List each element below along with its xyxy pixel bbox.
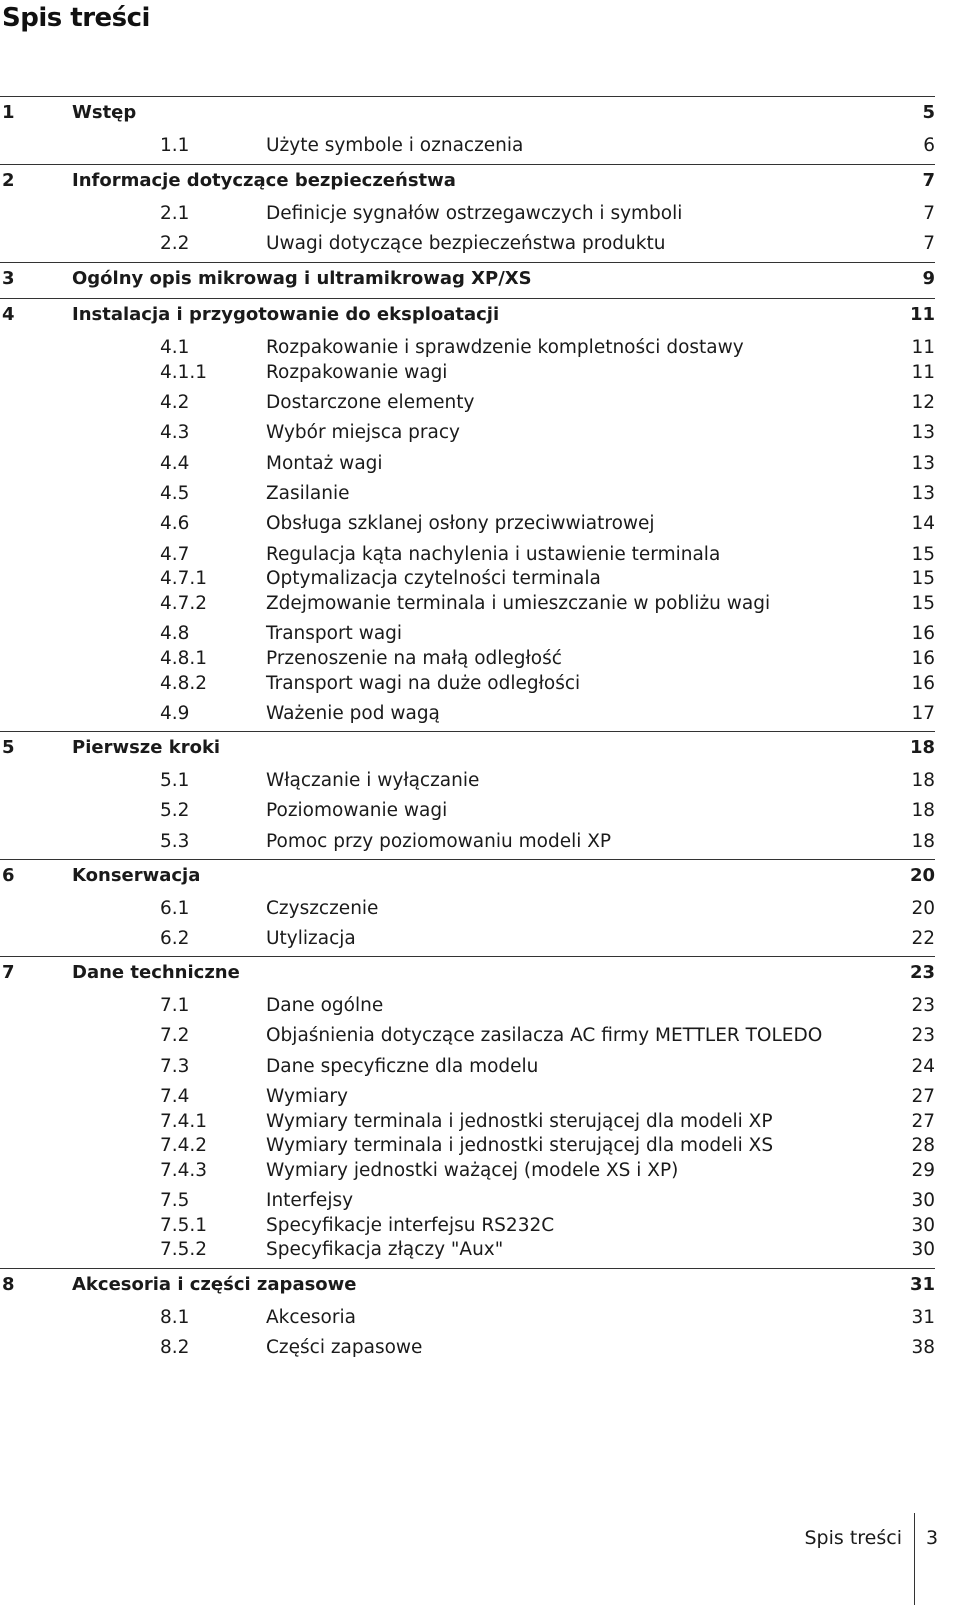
toc-page-number: 11 (911, 337, 935, 358)
toc-title: Poziomowanie wagi (266, 800, 448, 821)
toc-number: 5.2 (160, 800, 190, 821)
toc-number: 7.4.2 (160, 1135, 208, 1156)
toc-page-number: 16 (911, 623, 935, 644)
toc-page-number: 7 (923, 233, 935, 254)
toc-title: Włączanie i wyłączanie (266, 770, 480, 791)
toc-chapter-row[interactable] (0, 303, 935, 327)
toc-number: 4.9 (160, 703, 190, 724)
toc-number: 4.8.1 (160, 648, 208, 669)
toc-number: 5 (2, 737, 15, 758)
toc-title: Pierwsze kroki (72, 737, 221, 758)
toc-number: 2 (2, 170, 15, 191)
toc-number: 6 (2, 865, 15, 886)
toc-page-number: 30 (911, 1239, 935, 1260)
toc-title: Obsługa szklanej osłony przeciwwiatrowej (266, 513, 655, 534)
toc-chapter-row[interactable] (0, 101, 935, 125)
toc-title: Ogólny opis mikrowag i ultramikrowag XP/XS (72, 268, 532, 289)
toc-section-row[interactable] (0, 543, 935, 567)
toc-section-row[interactable] (0, 1055, 935, 1079)
toc-page-number: 18 (911, 831, 935, 852)
toc-title: Pomoc przy poziomowaniu modeli XP (266, 831, 612, 852)
toc-number: 3 (2, 268, 15, 289)
toc-page-number: 30 (911, 1190, 935, 1211)
toc-subsection-row[interactable] (0, 1134, 935, 1158)
toc-section-row[interactable] (0, 830, 935, 854)
chapter-divider (0, 96, 935, 97)
toc-number: 4.2 (160, 392, 190, 413)
toc-section-row[interactable] (0, 232, 935, 256)
toc-section-row[interactable] (0, 421, 935, 445)
toc-number: 2.1 (160, 203, 190, 224)
toc-page-number: 23 (911, 1025, 935, 1046)
chapter-divider (0, 164, 935, 165)
toc-section-row[interactable] (0, 1024, 935, 1048)
toc-title: Czyszczenie (266, 898, 379, 919)
toc-page-number: 29 (911, 1160, 935, 1181)
toc-section-row[interactable] (0, 202, 935, 226)
chapter-divider (0, 1268, 935, 1269)
toc-page-number: 24 (911, 1056, 935, 1077)
toc-number: 8.1 (160, 1307, 190, 1328)
toc-number: 7.5.1 (160, 1215, 208, 1236)
chapter-divider (0, 859, 935, 860)
toc-number: 4.1 (160, 337, 190, 358)
toc-page-number: 31 (909, 1274, 935, 1295)
toc-number: 4.7.1 (160, 568, 208, 589)
toc-number: 6.1 (160, 898, 190, 919)
toc-chapter-row[interactable] (0, 736, 935, 760)
toc-number: 7.4 (160, 1086, 190, 1107)
toc-page-number: 9 (922, 268, 935, 289)
toc-page-number: 17 (911, 703, 935, 724)
footer-section-label: Spis treści (804, 1527, 902, 1549)
toc-page-number: 13 (911, 483, 935, 504)
toc-section-row[interactable] (0, 1306, 935, 1330)
toc-number: 1 (2, 102, 15, 123)
chapter-divider (0, 956, 935, 957)
toc-page-number: 16 (911, 648, 935, 669)
toc-title: Rozpakowanie wagi (266, 362, 448, 383)
toc-title: Regulacja kąta nachylenia i ustawienie terminala (266, 544, 721, 565)
toc-page-number: 18 (909, 737, 935, 758)
toc-title: Uwagi dotyczące bezpieczeństwa produktu (266, 233, 666, 254)
toc-page-number: 38 (911, 1337, 935, 1358)
toc-title: Akcesoria (266, 1307, 356, 1328)
toc-title: Dane ogólne (266, 995, 384, 1016)
toc-title: Dane specyficzne dla modelu (266, 1056, 539, 1077)
toc-title: Akcesoria i części zapasowe (72, 1274, 357, 1295)
toc-title: Definicje sygnałów ostrzegawczych i symboli (266, 203, 683, 224)
toc-section-row[interactable] (0, 336, 935, 360)
toc-section-row[interactable] (0, 897, 935, 921)
toc-number: 7.1 (160, 995, 190, 1016)
toc-number: 7.2 (160, 1025, 190, 1046)
toc-section-row[interactable] (0, 994, 935, 1018)
chapter-divider (0, 298, 935, 299)
toc-page-number: 20 (911, 898, 935, 919)
toc-subsection-row[interactable] (0, 567, 935, 591)
toc-subsection-row[interactable] (0, 647, 935, 671)
chapter-divider (0, 731, 935, 732)
toc-number: 4.1.1 (160, 362, 208, 383)
toc-title: Zdejmowanie terminala i umieszczanie w pobliżu wagi (266, 593, 771, 614)
toc-section-row[interactable] (0, 482, 935, 506)
toc-number: 4.3 (160, 422, 190, 443)
toc-subsection-row[interactable] (0, 1238, 935, 1262)
toc-subsection-row[interactable] (0, 672, 935, 696)
toc-page-number: 18 (911, 800, 935, 821)
toc-page-number: 7 (922, 170, 935, 191)
toc-title: Informacje dotyczące bezpieczeństwa (72, 170, 456, 191)
toc-title: Dostarczone elementy (266, 392, 475, 413)
toc-number: 4.8 (160, 623, 190, 644)
toc-section-row[interactable] (0, 702, 935, 726)
toc-number: 4.8.2 (160, 673, 208, 694)
toc-title: Części zapasowe (266, 1337, 423, 1358)
toc-title: Specyfikacja złączy "Aux" (266, 1239, 504, 1260)
toc-page-number: 15 (911, 593, 935, 614)
toc-section-row[interactable] (0, 622, 935, 646)
toc-subsection-row[interactable] (0, 361, 935, 385)
toc-subsection-row[interactable] (0, 1159, 935, 1183)
toc-number: 5.3 (160, 831, 190, 852)
toc-number: 7.3 (160, 1056, 190, 1077)
toc-number: 2.2 (160, 233, 190, 254)
toc-number: 1.1 (160, 135, 190, 156)
toc-page-number: 13 (911, 422, 935, 443)
toc-number: 4.7.2 (160, 593, 208, 614)
toc-subsection-row[interactable] (0, 1214, 935, 1238)
toc-section-row[interactable] (0, 1336, 935, 1360)
toc-section-row[interactable] (0, 134, 935, 158)
toc-title: Interfejsy (266, 1190, 354, 1211)
toc-number: 4.7 (160, 544, 190, 565)
toc-page-number: 15 (911, 544, 935, 565)
toc-subsection-row[interactable] (0, 592, 935, 616)
toc-section-row[interactable] (0, 1085, 935, 1109)
toc-number: 4 (2, 304, 15, 325)
toc-number: 5.1 (160, 770, 190, 791)
toc-page-number: 12 (911, 392, 935, 413)
toc-title: Transport wagi na duże odległości (266, 673, 581, 694)
toc-title: Ważenie pod wagą (266, 703, 440, 724)
toc-section-row[interactable] (0, 927, 935, 951)
toc-title: Utylizacja (266, 928, 356, 949)
toc-number: 8 (2, 1274, 15, 1295)
toc-chapter-row[interactable] (0, 169, 935, 193)
toc-subsection-row[interactable] (0, 1110, 935, 1134)
toc-title: Montaż wagi (266, 453, 383, 474)
toc-title: Użyte symbole i oznaczenia (266, 135, 524, 156)
toc-page-number: 16 (911, 673, 935, 694)
toc-chapter-row[interactable] (0, 961, 935, 985)
toc-title: Wybór miejsca pracy (266, 422, 460, 443)
toc-page-number: 22 (911, 928, 935, 949)
toc-page-number: 11 (911, 362, 935, 383)
toc-page-number: 27 (911, 1086, 935, 1107)
toc-page-number: 7 (923, 203, 935, 224)
toc-title: Przenoszenie na małą odległość (266, 648, 562, 669)
toc-page-number: 27 (911, 1111, 935, 1132)
toc-number: 8.2 (160, 1337, 190, 1358)
toc-page-number: 23 (911, 995, 935, 1016)
toc-section-row[interactable] (0, 769, 935, 793)
toc-page-number: 6 (923, 135, 935, 156)
toc-section-row[interactable] (0, 452, 935, 476)
toc-page-number: 31 (911, 1307, 935, 1328)
toc-number: 7.4.3 (160, 1160, 208, 1181)
toc-number: 7.4.1 (160, 1111, 208, 1132)
toc-number: 4.5 (160, 483, 190, 504)
toc-title: Zasilanie (266, 483, 350, 504)
toc-title: Wymiary terminala i jednostki sterującej dla modeli XS (266, 1135, 774, 1156)
chapter-divider (0, 262, 935, 263)
toc-number: 7 (2, 962, 15, 983)
toc-page-number: 11 (909, 304, 935, 325)
toc-page-number: 5 (922, 102, 935, 123)
toc-section-row[interactable] (0, 512, 935, 536)
toc-section-row[interactable] (0, 799, 935, 823)
toc-page-number: 30 (911, 1215, 935, 1236)
page-title: Spis treści (2, 3, 150, 33)
toc-number: 4.6 (160, 513, 190, 534)
toc-title: Dane techniczne (72, 962, 240, 983)
toc-title: Wymiary jednostki ważącej (modele XS i XP) (266, 1160, 679, 1181)
toc-title: Wstęp (72, 102, 137, 123)
toc-chapter-row[interactable] (0, 864, 935, 888)
toc-page-number: 15 (911, 568, 935, 589)
toc-number: 6.2 (160, 928, 190, 949)
toc-chapter-row[interactable] (0, 267, 935, 291)
toc-title: Rozpakowanie i sprawdzenie kompletności dostawy (266, 337, 744, 358)
toc-page-number: 28 (911, 1135, 935, 1156)
toc-chapter-row[interactable] (0, 1273, 935, 1297)
footer-page-number: 3 (926, 1527, 939, 1549)
toc-title: Transport wagi (266, 623, 403, 644)
toc-page-number: 13 (911, 453, 935, 474)
toc-number: 4.4 (160, 453, 190, 474)
toc-title: Specyfikacje interfejsu RS232C (266, 1215, 555, 1236)
toc-title: Objaśnienia dotyczące zasilacza AC firmy METTLER TOLEDO (266, 1025, 823, 1046)
toc-number: 7.5.2 (160, 1239, 208, 1260)
toc-title: Optymalizacja czytelności terminala (266, 568, 601, 589)
toc-page-number: 23 (909, 962, 935, 983)
footer-divider (914, 1513, 915, 1605)
toc-number: 7.5 (160, 1190, 190, 1211)
toc-title: Instalacja i przygotowanie do eksploatacji (72, 304, 500, 325)
toc-page-number: 20 (909, 865, 935, 886)
toc-section-row[interactable] (0, 1189, 935, 1213)
toc-title: Wymiary terminala i jednostki sterującej dla modeli XP (266, 1111, 773, 1132)
toc-section-row[interactable] (0, 391, 935, 415)
toc-title: Wymiary (266, 1086, 348, 1107)
toc-title: Konserwacja (72, 865, 201, 886)
toc-page-number: 18 (911, 770, 935, 791)
toc-page-number: 14 (911, 513, 935, 534)
